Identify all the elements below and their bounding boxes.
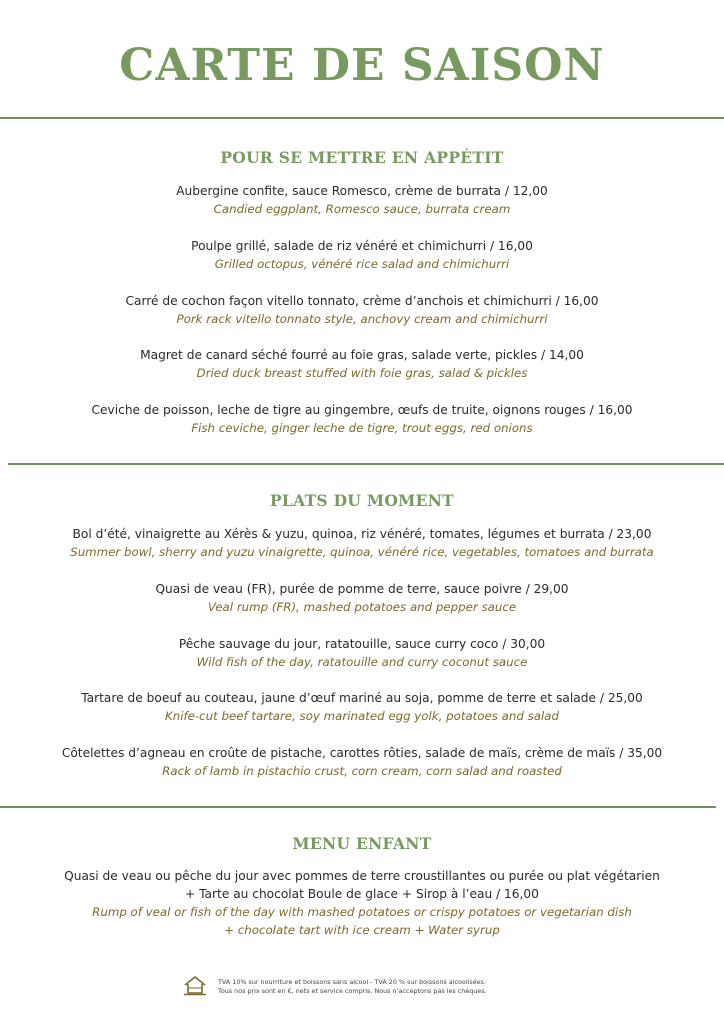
footer-notes	[218, 978, 487, 997]
divider	[0, 806, 716, 808]
menu-item	[0, 744, 724, 780]
item-en: Grilled octopus, vénéré rice salad and chimichurri	[214, 257, 510, 271]
item-fr: Bol d’été, vinaigrette au Xérès & yuzu, quinoa, riz vénéré, tomates, légumes et burrata / 23,00	[72, 527, 652, 541]
menu-item	[0, 292, 724, 328]
menu-item	[0, 525, 724, 561]
menu-item	[0, 237, 724, 273]
item-fr: + Tarte au chocolat Boule de glace + Sirop à l’eau / 16,00	[185, 887, 539, 901]
item-fr: Magret de canard séché fourré au foie gras, salade verte, pickles / 14,00	[140, 348, 584, 362]
section-title-plats: PLATS DU MOMENT	[269, 491, 455, 510]
divider	[8, 463, 724, 465]
item-en: Wild fish of the day, ratatouille and curry coconut sauce	[196, 655, 528, 669]
item-fr: Ceviche de poisson, leche de tigre au gingembre, œufs de truite, oignons rouges / 16,00	[91, 403, 633, 417]
item-en: + chocolate tart with ice cream + Water syrup	[224, 923, 500, 937]
menu-item	[0, 580, 724, 616]
footer	[182, 974, 487, 1000]
item-en: Candied eggplant, Romesco sauce, burrata cream	[213, 202, 511, 216]
item-en: Rack of lamb in pistachio crust, corn cream, corn salad and roasted	[162, 764, 562, 778]
item-fr: Carré de cochon façon vitello tonnato, crème d’anchois et chimichurri / 16,00	[125, 294, 599, 308]
item-fr: Côtelettes d’agneau en croûte de pistache, carottes rôties, salade de maïs, crème de maïs / 35,00	[61, 746, 663, 760]
footer-line: Tous nos prix sont en €, nets et service compris. Nous n’acceptons pas les chèques.	[218, 987, 487, 995]
item-en: Dried duck breast stuffed with foie gras, salad & pickles	[196, 366, 528, 380]
menu-item	[0, 689, 724, 725]
footer-line: TVA 10% sur nourriture et boissons sans alcool - TVA 20 % sur boissons alcoolisées.	[218, 977, 486, 986]
menu-item	[0, 182, 724, 218]
menu-item	[0, 867, 724, 939]
item-en: Rump of veal or fish of the day with mashed potatoes or crispy potatoes or vegetarian dish	[92, 905, 632, 919]
section-title-enfant: MENU ENFANT	[292, 834, 432, 853]
item-en: Pork rack vitello tonnato style, anchovy cream and chimichurri	[176, 312, 548, 326]
house-icon	[182, 974, 208, 1000]
menu-item	[0, 635, 724, 671]
menu-item	[0, 401, 724, 437]
item-fr: Tartare de boeuf au couteau, jaune d’œuf mariné au soja, pomme de terre et salade / 25,00	[81, 691, 643, 705]
item-fr: Quasi de veau ou pêche du jour avec pommes de terre croustillantes ou purée ou plat végétarien	[64, 869, 660, 883]
item-en: Veal rump (FR), mashed potatoes and pepper sauce	[207, 600, 517, 614]
item-fr: Quasi de veau (FR), purée de pomme de terre, sauce poivre / 29,00	[155, 582, 569, 596]
page-title: CARTE DE SAISON	[119, 40, 605, 91]
item-fr: Aubergine confite, sauce Romesco, crème de burrata / 12,00	[176, 184, 548, 198]
item-en: Fish ceviche, ginger leche de tigre, trout eggs, red onions	[191, 421, 533, 435]
section-title-appetit: POUR SE METTRE EN APPÉTIT	[220, 148, 504, 167]
item-fr: Pêche sauvage du jour, ratatouille, sauce curry coco / 30,00	[178, 637, 546, 651]
item-en: Knife-cut beef tartare, soy marinated egg yolk, potatoes and salad	[164, 709, 559, 723]
divider	[0, 117, 724, 119]
item-en: Summer bowl, sherry and yuzu vinaigrette, quinoa, vénéré rice, vegetables, tomatoes and burrata	[70, 545, 654, 559]
menu-item	[0, 346, 724, 382]
item-fr: Poulpe grillé, salade de riz vénéré et chimichurri / 16,00	[191, 239, 533, 253]
